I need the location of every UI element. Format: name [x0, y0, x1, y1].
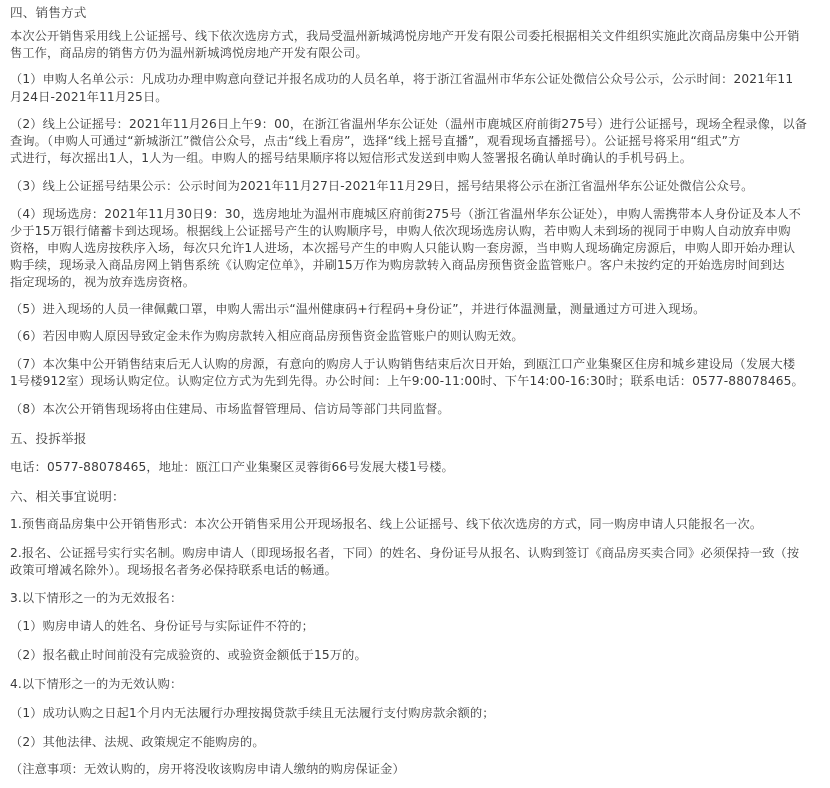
item-7-line-2: 1号楼912室）现场认购定位。认购定位方式为先到先得。办公时间：上午9:00-11:00时、下午14:00-16:30时；联系电话：0577-88078465。	[10, 374, 804, 388]
note-2-line-1: 2.报名、公证摇号实行实名制。购房申请人（即现场报名者，下同）的姓名、身份证号从报名、认购到签订《商品房买卖合同》必须保持一致（按	[10, 546, 800, 560]
section-heading-sales-method: 四、销售方式	[10, 5, 87, 20]
note-4-heading: 4.以下情形之一的为无效认购：	[10, 677, 183, 691]
attention-note: （注意事项：无效认购的，房开将没收该购房申请人缴纳的购房保证金）	[10, 762, 405, 776]
item-4-line-2: 少于15万银行储蓄卡到达现场。根据线上公证摇号产生的认购顺序号，申购人依次现场选房认购，若申购人未到场的视同于申购人自动放弃申购	[10, 224, 791, 238]
item-2-line-3: 式进行，每次摇出1人，1人为一组。申购人的摇号结果顺序将以短信形式发送到申购人签署报名确认单时确认的手机号码上。	[10, 151, 693, 165]
item-3-line-1: （3）线上公证摇号结果公示：公示时间为2021年11月27日-2021年11月29日，摇号结果将公示在浙江省温州华东公证处微信公众号。	[10, 179, 754, 193]
sales-intro-line-1: 本次公开销售采用线上公证摇号、线下依次选房方式，我局受温州新城鸿悦房地产开发有限公司委托根据相关文件组织实施此次商品房集中公开销	[10, 29, 800, 43]
item-7-line-1: （7）本次集中公开销售结束后无人认购的房源，有意向的购房人于认购销售结束后次日开始，到瓯江口产业集聚区住房和城乡建设局（发展大楼	[10, 357, 796, 371]
section-heading-notes: 六、相关事宜说明：	[10, 489, 125, 504]
note-4-item-1: （1）成功认购之日起1个月内无法履行办理按揭贷款手续且无法履行支付购房款余额的；	[10, 706, 495, 720]
item-4-line-5: 指定现场的，视为放弃选房资格。	[10, 275, 196, 289]
note-2-line-2: 政策可增减名除外）。现场报名者务必保持联系电话的畅通。	[10, 563, 338, 577]
item-4-line-1: （4）现场选房：2021年11月30日9：30，选房地址为温州市鹿城区府前街275号（浙江省温州华东公证处），申购人需携带本人身份证及本人不	[10, 207, 802, 221]
note-3-item-1: （1）购房申请人的姓名、身份证号与实际证件不符的；	[10, 619, 315, 633]
complaint-contact-line: 电话：0577-88078465，地址：瓯江口产业集聚区灵蓉街66号发展大楼1号楼。	[10, 460, 454, 474]
sales-intro-line-2: 售工作，商品房的销售方仍为温州新城鸿悦房地产开发有限公司。	[10, 46, 368, 60]
item-1-line-1: （1）申购人名单公示：凡成功办理申购意向登记并报名成功的人员名单，将于浙江省温州市华东公证处微信公众号公示，公示时间：2021年11	[10, 72, 794, 86]
note-3-heading: 3.以下情形之一的为无效报名：	[10, 591, 183, 605]
item-1-line-2: 月24日-2021年11月25日。	[10, 90, 168, 104]
item-2-line-1: （2）线上公证摇号：2021年11月26日上午9：00，在浙江省温州华东公证处（温州市鹿城区府前街275号）进行公证摇号，现场全程录像，以备	[10, 117, 808, 131]
item-5-line-1: （5）进入现场的人员一律佩戴口罩，申购人需出示“温州健康码+行程码+身份证”，并进行体温测量，测量通过方可进入现场。	[10, 302, 706, 316]
item-4-line-3: 资格，申购人选房按秩序入场，每次只允许1人进场，本次摇号产生的申购人只能认购一套房源，当申购人现场确定房源后，申购人即开始办理认	[10, 241, 796, 255]
note-1-line-1: 1.预售商品房集中公开销售形式：本次公开销售采用公开现场报名、线上公证摇号、线下依次选房的方式，同一购房申请人只能报名一次。	[10, 517, 763, 531]
item-2-line-2: 查询。（申购人可通过“新城浙江”微信公众号，点击“线上看房”，选择“线上摇号直播”，观看现场直播摇号）。公证摇号将采用“组式”方	[10, 134, 741, 148]
item-8-line-1: （8）本次公开销售现场将由住建局、市场监督管理局、信访局等部门共同监督。	[10, 402, 450, 416]
section-heading-complaint: 五、投拆举报	[10, 431, 87, 446]
note-4-item-2: （2）其他法律、法规、政策规定不能购房的。	[10, 735, 265, 749]
item-4-line-4: 购手续，现场录入商品房网上销售系统《认购定位单》，并刷15万作为购房款转入商品房预售资金监管账户。客户未按约定的开始选房时间到达	[10, 258, 785, 272]
note-3-item-2: （2）报名截止时间前没有完成验资的、或验资金额低于15万的。	[10, 648, 367, 662]
item-6-line-1: （6）若因申购人原因导致定金未作为购房款转入相应商品房预售资金监管账户的则认购无效。	[10, 329, 524, 343]
